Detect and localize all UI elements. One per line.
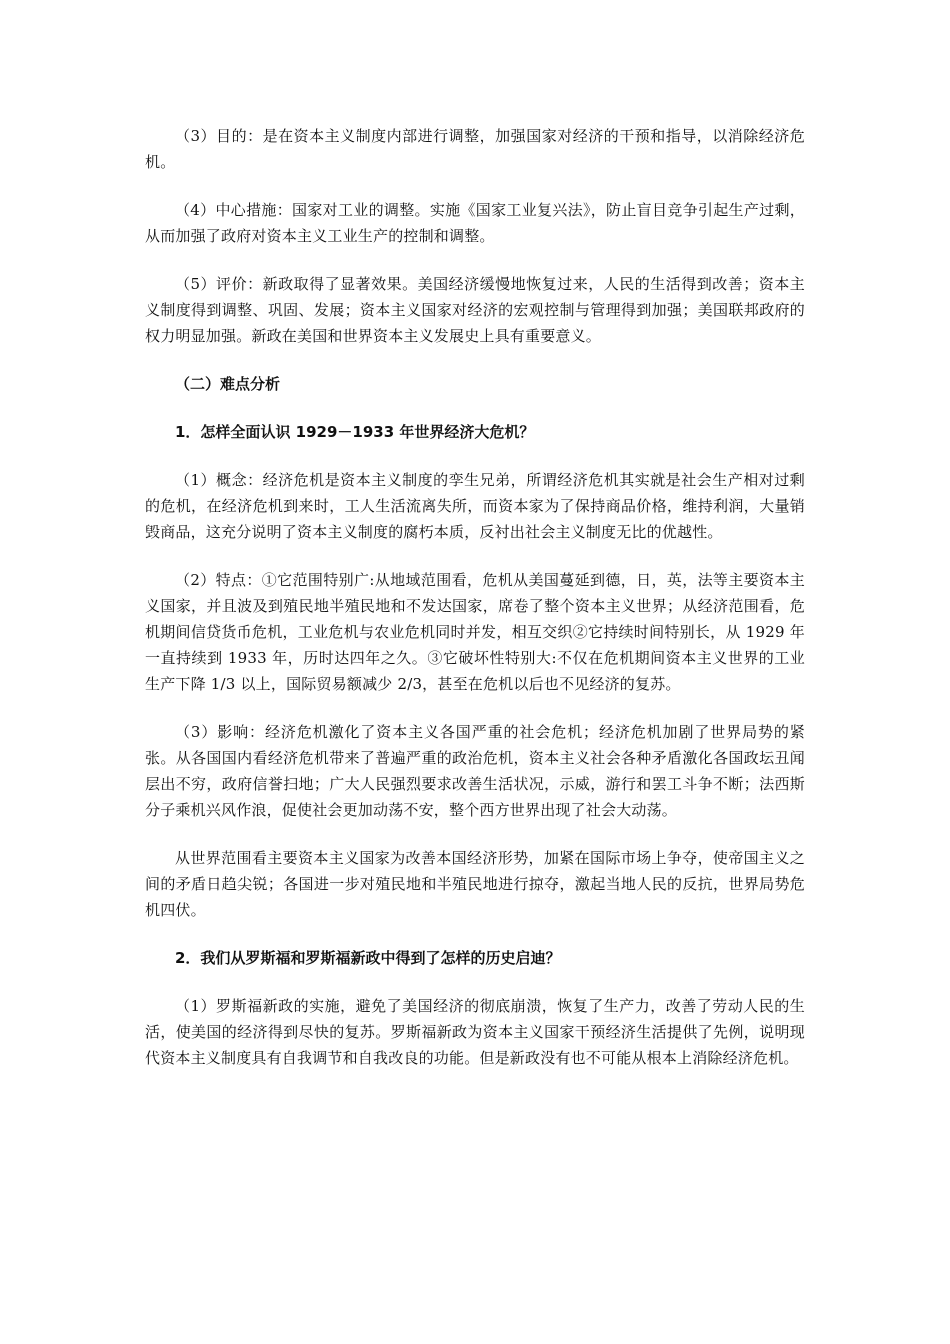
paragraph-purpose: （3）目的：是在资本主义制度内部进行调整，加强国家对经济的干预和指导，以消除经济危机。	[145, 127, 805, 171]
paragraph-evaluation: （5）评价：新政取得了显著效果。美国经济缓慢地恢复过来，人民的生活得到改善；资本主义制度得到调整、巩固、发展；资本主义国家对经济的宏观控制与管理得到加强；美国联邦政府的权力明显加强。新政在美国和世界资本主义发展史上具有重要意义。	[145, 275, 805, 345]
paragraph-impact: （3）影响：经济危机激化了资本主义各国严重的社会危机；经济危机加剧了世界局势的紧张。从各国国内看经济危机带来了普遍严重的政治危机，资本主义社会各种矛盾激化各国政坛丑闻层出不穷，政府信誉扫地；广大人民强烈要求改善生活状况，示威，游行和罢工斗争不断；法西斯分子乘机兴风作浪，促使社会更加动荡不安，整个西方世界出现了社会大动荡。	[145, 723, 805, 819]
question-heading-1: 1．怎样全面认识 1929－1933 年世界经济大危机？	[175, 423, 535, 441]
document-page	[145, 123, 805, 1071]
question-heading-2: 2．我们从罗斯福和罗斯福新政中得到了怎样的历史启迪？	[175, 949, 561, 967]
paragraph-characteristics: （2）特点：①它范围特别广:从地域范围看，危机从美国蔓延到德，日，英，法等主要资本主义国家，并且波及到殖民地半殖民地和不发达国家，席卷了整个资本主义世界；从经济范围看，危机期间信贷货币危机，工业危机与农业危机同时并发，相互交织②它持续时间特别长，从 1929 年一直持续到 1933 年，历时达四年之久。③它破坏性特别大:不仅在危机期间资本主义世界的工业生产下降 1/3 以上，国际贸易额减少 2/3，甚至在危机以后也不见经济的复苏。	[145, 571, 805, 693]
paragraph-concept: （1）概念：经济危机是资本主义制度的孪生兄弟，所谓经济危机其实就是社会生产相对过剩的危机，在经济危机到来时，工人生活流离失所，而资本家为了保持商品价格，维持利润，大量销毁商品，这充分说明了资本主义制度的腐朽本质，反衬出社会主义制度无比的优越性。	[145, 471, 805, 541]
paragraph-new-deal-lessons: （1）罗斯福新政的实施，避免了美国经济的彻底崩溃，恢复了生产力，改善了劳动人民的生活，使美国的经济得到尽快的复苏。罗斯福新政为资本主义国家干预经济生活提供了先例，说明现代资本主义制度具有自我调节和自我改良的功能。但是新政没有也不可能从根本上消除经济危机。	[145, 997, 805, 1067]
paragraph-central-measure: （4）中心措施：国家对工业的调整。实施《国家工业复兴法》，防止盲目竞争引起生产过剩，从而加强了政府对资本主义工业生产的控制和调整。	[145, 201, 805, 245]
paragraph-world-scope: 从世界范围看主要资本主义国家为改善本国经济形势，加紧在国际市场上争夺，使帝国主义之间的矛盾日趋尖锐；各国进一步对殖民地和半殖民地进行掠夺，激起当地人民的反抗，世界局势危机四伏。	[145, 849, 805, 919]
section-heading-difficulties: （二）难点分析	[175, 375, 281, 393]
